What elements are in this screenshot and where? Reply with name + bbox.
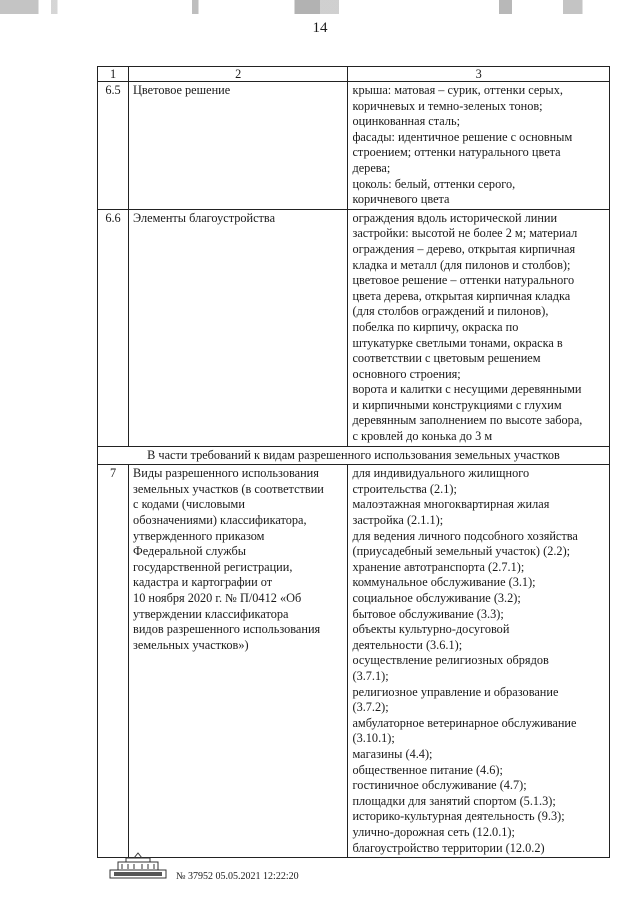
row-name xyxy=(129,465,348,858)
text-line: коричневого цвета xyxy=(352,192,450,207)
section-row xyxy=(98,446,610,465)
row-value xyxy=(348,209,610,446)
text-line: застройки: высотой не более 2 м; материал xyxy=(352,226,578,241)
text-line: бытовое обслуживание (3.3); xyxy=(352,606,504,621)
row-value xyxy=(348,465,610,858)
text-line: цветовое решение – оттенки натурального xyxy=(352,273,575,288)
text-line: кадастра и картографии от xyxy=(133,575,273,590)
text-line: улично-дорожная сеть (12.0.1); xyxy=(352,824,515,839)
text-line: (для столбов ограждений и пилонов), xyxy=(352,304,549,319)
text-line: земельных участков (в соответствии xyxy=(133,481,324,496)
text-line: государственной регистрации, xyxy=(133,559,293,574)
text-line: с кровлей до конька до 3 м xyxy=(352,429,493,444)
text-line: утверждении классификатора xyxy=(133,606,289,621)
page-number: 14 xyxy=(312,20,328,36)
text-line: малоэтажная многоквартирная жилая xyxy=(352,497,550,512)
text-line: цоколь: белый, оттенки серого, xyxy=(352,176,516,191)
text-line: застройка (2.1.1); xyxy=(352,513,444,528)
text-line: коммунальное обслуживание (3.1); xyxy=(352,575,536,590)
table-row-6-5 xyxy=(98,82,610,210)
building-stamp-icon xyxy=(108,850,168,880)
text-line: побелка по кирпичу, окраска по xyxy=(352,319,519,334)
text-line: (приусадебный земельный участок) (2.2); xyxy=(352,544,571,559)
table-header-row xyxy=(98,67,610,82)
row-name: Элементы благоустройства xyxy=(129,209,348,446)
text-line: крыша: матовая – сурик, оттенки серых, xyxy=(352,83,563,97)
text-line: социальное обслуживание (3.2); xyxy=(352,591,521,605)
text-line: (3.10.1); xyxy=(352,731,395,746)
text-line: видов разрешенного использования xyxy=(133,622,321,637)
table-row-7 xyxy=(98,465,610,858)
text-line: (3.7.1); xyxy=(352,668,389,683)
header-col-1: 1 xyxy=(98,67,129,82)
text-line: деятельности (3.6.1); xyxy=(352,637,463,652)
row-number: 6.5 xyxy=(98,82,129,210)
text-line: кладка и металл (для пилонов и столбов); xyxy=(352,257,571,272)
section-title: В части требований к видам разрешенного использования земельных участков xyxy=(98,446,610,465)
text-line: соответствии с цветовым решением xyxy=(352,351,541,366)
text-line: площадки для занятий спортом (5.1.3); xyxy=(352,793,556,808)
text-line: строением; оттенки натурального цвета xyxy=(352,145,561,160)
text-line: строительства (2.1); xyxy=(352,481,457,496)
text-line: для индивидуального жилищного xyxy=(352,466,530,481)
text-line: ворота и калитки с несущими деревянными xyxy=(352,382,582,397)
text-line: историко-культурная деятельность (9.3); xyxy=(352,809,565,824)
text-line: обозначениями) классификатора, xyxy=(133,513,307,528)
text-line: (3.7.2); xyxy=(352,700,389,715)
text-line: Виды разрешенного использования xyxy=(133,466,319,481)
text-line: благоустройство территории (12.0.2) xyxy=(352,840,545,855)
row-value xyxy=(348,82,610,210)
text-line: общественное питание (4.6); xyxy=(352,762,503,777)
text-line: для ведения личного подсобного хозяйства xyxy=(352,528,578,543)
text-line: амбулаторное ветеринарное обслуживание xyxy=(352,715,577,730)
text-line: деревянным заполнением по высоте забора, xyxy=(352,413,583,428)
text-line: фасады: идентичное решение с основным xyxy=(352,129,573,144)
row-name: Цветовое решение xyxy=(129,82,348,210)
text-line: 10 ноября 2020 г. № П/0412 «Об xyxy=(133,591,302,605)
scan-artifact-top xyxy=(0,0,640,14)
requirements-table xyxy=(97,66,610,858)
table-row-6-6 xyxy=(98,209,610,446)
row-number: 6.6 xyxy=(98,209,129,446)
text-line: Федеральной службы xyxy=(133,544,247,559)
text-line: штукатурке светлыми тонами, окраска в xyxy=(352,335,563,350)
text-line: хранение автотранспорта (2.7.1); xyxy=(352,559,525,574)
text-line: утвержденного приказом xyxy=(133,528,265,543)
text-line: религиозное управление и образование xyxy=(352,684,559,699)
text-line: коричневых и темно-зеленых тонов; xyxy=(352,98,543,113)
text-line: оцинкованная сталь; xyxy=(352,114,461,129)
text-line: с кодами (числовыми xyxy=(133,497,245,512)
text-line: магазины (4.4); xyxy=(352,746,433,761)
text-line: и кирпичными конструкциями с глухим xyxy=(352,397,562,412)
header-col-2: 2 xyxy=(129,67,348,82)
text-line: дерева; xyxy=(352,160,391,175)
registration-stamp: № 37952 05.05.2021 12:22:20 xyxy=(176,871,299,882)
row-number: 7 xyxy=(98,465,129,858)
text-line: цвета дерева, открытая кирпичная кладка xyxy=(352,288,571,303)
text-line: ограждения вдоль исторической линии xyxy=(352,210,558,225)
text-line: ограждения – дерево, открытая кирпичная xyxy=(352,241,576,256)
header-col-3: 3 xyxy=(348,67,610,82)
text-line: основного строения; xyxy=(352,366,461,381)
text-line: объекты культурно-досуговой xyxy=(352,622,510,637)
text-line: осуществление религиозных обрядов xyxy=(352,653,549,668)
text-line: гостиничное обслуживание (4.7); xyxy=(352,778,527,793)
text-line: земельных участков») xyxy=(133,637,249,652)
